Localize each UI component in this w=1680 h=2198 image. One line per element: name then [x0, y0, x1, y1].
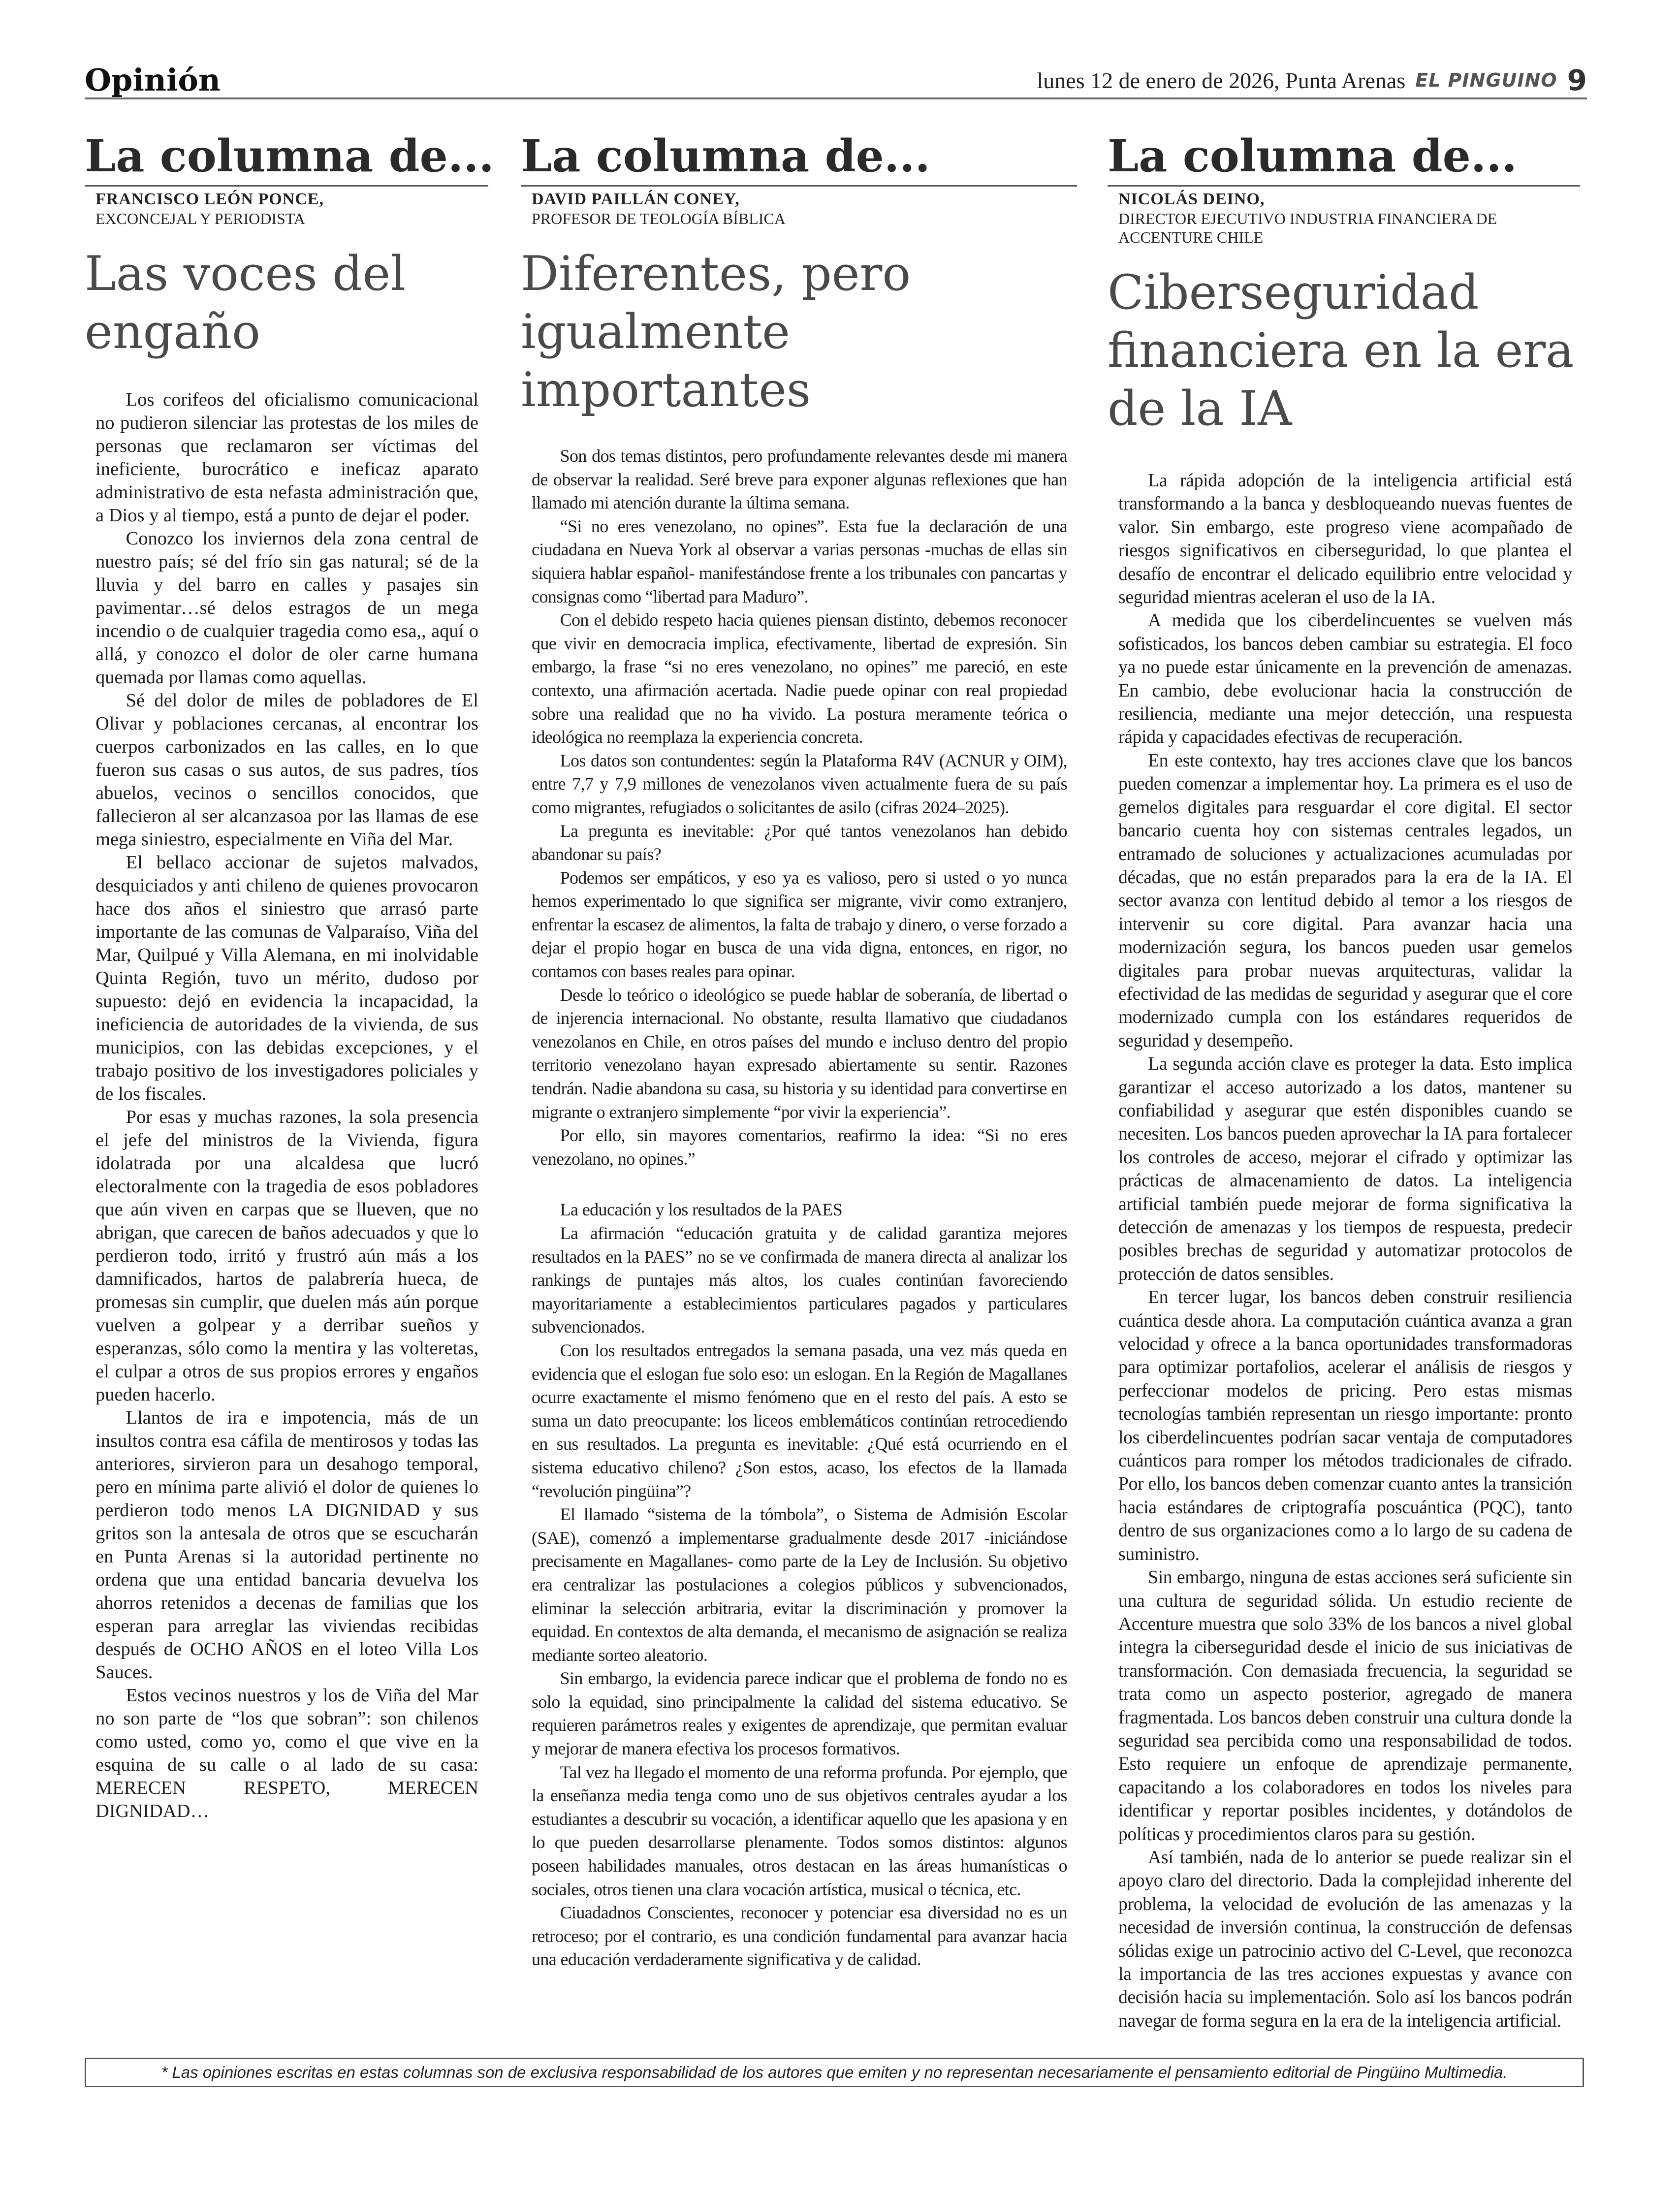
column-2: [521, 129, 1077, 1972]
paragraph: Con los resultados entregados la semana pasada, una vez más queda en evidencia que el eslogan fue solo eso: un eslogan. En la Región de Magallanes ocurre exactamente el mismo fenómeno que en el resto del país. A esto se suma un dato preocupante: los liceos emblemáticos continúan retrocediendo en sus resultados. La pregunta es inevitable: ¿Qué está ocurriendo en el sistema educativo chileno? ¿Son estos, acaso, los efectos de la llamada “revolución pingüina”?: [532, 1340, 1067, 1501]
paragraph: En este contexto, hay tres acciones clave que los bancos pueden comenzar a implementar hoy. La primera es el uso de gemelos digitales para resguardar el core digital. El sector bancario cuenta hoy con sistemas centrales legados, un entramado de soluciones y actualizaciones acumuladas por décadas, que no están preparados para la era de la IA. El sector avanza con lentitud debido al temor a los riesgos de intervenir su core digital. Para avanzar hacia una modernización segura, los bancos pueden usar gemelos digitales para probar nuevas arquitecturas, validar la efectividad de las medidas de seguridad y asegurar que el core modernizado cumpla con los estándares requeridos de seguridad y desempeño.: [1118, 750, 1572, 1051]
paragraph: Por ello, sin mayores comentarios, reafirmo la idea: “Si no eres venezolano, no opines.”: [532, 1125, 1067, 1169]
article-body: [85, 388, 488, 1823]
paragraph: Así también, nada de lo anterior se puede realizar sin el apoyo claro del directorio. Dada la complejidad inherente del problema, la velocidad de evolución de las amenazas y la necesidad de inversión continua, la construcción de defensas sólidas exige un patrocinio activo del C-Level, que reconozca la importancia de las tres acciones expuestas y avance con decisión hacia su implementación. Solo así los bancos podrán navegar de forma segura en la era de la inteligencia artificial.: [1118, 1847, 1572, 2031]
paragraph: El bellaco accionar de sujetos malvados, desquiciados y anti chileno de quienes provocaron hace dos años el siniestro que arrasó parte importante de las comunas de Valparaíso, Viña del Mar, Quilpué y Villa Alemana, en mi inolvidable Quinta Región, tuvo un mérito, dudoso por supuesto: dejó en evidencia la incapacidad, la ineficiencia de autoridades de la vivienda, de sus municipios, con las debidas excepciones, y el trabajo positivo de los investigadores policiales y de los fiscales.: [95, 852, 478, 1104]
paragraph: La segunda acción clave es proteger la data. Esto implica garantizar el acceso autorizado a los datos, mantener su confiabilidad y asegurar que estén disponibles cuando se necesiten. Los bancos pueden aprovechar la IA para fortalecer los controles de acceso, mejorar el cifrado y optimizar las prácticas de almacenamiento de datos. La inteligencia artificial también puede mejorar de forma significativa la detección de amenazas y los tiempos de respuesta, predecir posibles brechas de seguridad y automatizar protocolos de protección de datos sensibles.: [1118, 1054, 1572, 1284]
paragraph: Por esas y muchas razones, la sola presencia el jefe del ministros de la Vivienda, figura idolatrada por una alcaldesa que lucró electoralmente con la tragedia de esos pobladores que aún viven en carpas que se llueven, que no abrigan, que carecen de baños adecuados y que lo perdieron todo, irritó y frustró aún más a los damnificados, hartos de palabrería hueca, de promesas sin cumplir, que duelen más aún porque vuelven a golpear y a derribar sueños y esperanzas, sólo como la mentira y las volteretas, el culpar a otros de sus propios errores y engaños pueden hacerlo.: [95, 1107, 478, 1405]
section-name: Opinión: [85, 62, 221, 98]
headline: Ciberseguridad financiera en la era de la IA: [1108, 265, 1574, 436]
page-header: [85, 63, 1587, 99]
column-1: [85, 129, 494, 1823]
paragraph: La afirmación “educación gratuita y de calidad garantiza mejores resultados en la PAES” no se ve confirmada de manera directa al analizar los rankings de puntajes más altos, los cuales continúan favoreciendo mayoritariamente a establecimientos particulares pagados y particulares subvencionados.: [532, 1223, 1067, 1337]
paragraph: Con el debido respeto hacia quienes piensan distinto, debemos reconocer que vivir en democracia implica, efectivamente, libertad de expresión. Sin embargo, la frase “si no eres venezolano, no opines” me pareció, en este contexto, una afirmación acertada. Nadie puede opinar con real propiedad sobre una realidad que no ha vivido. La postura meramente teórica o ideológica no reemplaza la experiencia concreta.: [532, 610, 1067, 747]
author-name: DAVID PAILLÁN CONEY,: [532, 190, 740, 208]
section-subhead: La educación y los resultados de la PAES: [560, 1200, 843, 1220]
date-line: lunes 12 de enero de 2026, Punta Arenas: [1037, 67, 1406, 93]
paragraph: En tercer lugar, los bancos deben construir resiliencia cuántica desde ahora. La computación cuántica avanza a gran velocidad y ofrece a la banca oportunidades transformadoras para optimizar portafolios, acelerar el análisis de riesgos y perfeccionar modelos de pricing. Pero estas mismas tecnologías también representan un riesgo importante: pronto los ciberdelincuentes podrían sacar ventaja de computadores cuánticos para romper los métodos tradicionales de cifrado. Por ello, los bancos deben comenzar cuanto antes la transición hacia estándares de criptografía poscuántica (PQC), tanto dentro de sus organizaciones como a lo largo de su cadena de suministro.: [1118, 1287, 1572, 1564]
page-number: 9: [1567, 64, 1587, 97]
author-role: EXCONCEJAL Y PERIODISTA: [95, 210, 305, 227]
header-right: [1037, 63, 1587, 97]
author-block: [521, 190, 1077, 228]
headline: Diferentes, pero igualmente importantes: [521, 246, 911, 417]
paragraph: Sin embargo, la evidencia parece indicar que el problema de fondo no es solo la equidad, sino principalmente la calidad del sistema educativo. Se requieren parámetros reales y exigentes de aprendizaje, que permitan evaluar y mejorar de manera efectiva los procesos formativos.: [532, 1668, 1067, 1759]
paragraph: La pregunta es inevitable: ¿Por qué tantos venezolanos han debido abandonar su país?: [532, 821, 1067, 864]
paragraph: Los datos son contundentes: según la Plataforma R4V (ACNUR y OIM), entre 7,7 y 7,9 millones de venezolanos viven actualmente fuera de su país como migrantes, refugiados o solicitantes de asilo (cifras 2024–2025).: [532, 750, 1067, 817]
paragraph: “Si no eres venezolano, no opines”. Esta fue la declaración de una ciudadana en Nueva York al observar a varias personas -muchas de ellas sin siquiera hablar español- manifestándose frente a los tribunales con pancartas y consignas como “libertad para Maduro”.: [532, 516, 1067, 606]
paragraph: La rápida adopción de la inteligencia artificial está transformando a la banca y desbloqueando nuevas fuentes de valor. Sin embargo, este progreso viene acompañado de riesgos significativos en ciberseguridad, lo que plantea el desafío de encontrar el delicado equilibrio entre velocidad y seguridad mientras aceleran el uso de la IA.: [1118, 471, 1572, 608]
author-role: DIRECTOR EJECUTIVO INDUSTRIA FINANCIERA DE ACCENTURE CHILE: [1118, 210, 1497, 246]
article-body: [1108, 469, 1580, 2033]
author-block: [1108, 190, 1580, 247]
paragraph: Estos vecinos nuestros y los de Viña del Mar no son parte de “los que sobran”: son chilenos como usted, como yo, como el que vive en la esquina de su calle o al lado de su casa: MERECEN RESPETO, MERECEN DIGNIDAD…: [95, 1685, 478, 1821]
paragraph: Son dos temas distintos, pero profundamente relevantes desde mi manera de observar la realidad. Seré breve para exponer algunas reflexiones que han llamado mi atención durante la última semana.: [532, 446, 1067, 513]
column-label: La columna de...: [1108, 129, 1580, 187]
column-label: La columna de...: [521, 129, 1077, 187]
paragraph: Sé del dolor de miles de pobladores de El Olivar y poblaciones cercanas, al encontrar los cuerpos carbonizados en las calles, en lo que fueron sus casas o sus autos, de sus padres, tíos abuelos, vecinos o sencillos conocidos, que fallecieron al ser alcanzasoa por las llamas de ese mega siniestro, especialmente en Viña del Mar.: [95, 690, 478, 850]
masthead-logo: EL PINGUINO: [1415, 69, 1557, 91]
disclaimer: * Las opiniones escritas en estas columnas son de exclusiva responsabilidad de los autores que emiten y no representan necesariamente el pensamiento editorial de Pingüino Multimedia.: [85, 2058, 1584, 2087]
column-3: [1108, 129, 1580, 2033]
paragraph: Sin embargo, ninguna de estas acciones será suficiente sin una cultura de seguridad sólida. Un estudio reciente de Accenture muestra que solo 33% de los bancos a nivel global integra la ciberseguridad desde el inicio de sus iniciativas de transformación. Con demasiada frecuencia, la seguridad se trata como un aspecto posterior, agregado de manera fragmentada. Los bancos deben construir una cultura donde la seguridad sea percibida como una responsabilidad de todos. Esto requiere un enfoque de aprendizaje permanente, capacitando a los colaboradores en todos los niveles para identificar y reportar posibles incidentes, y dotándolos de políticas y procedimientos claros para su gestión.: [1118, 1567, 1572, 1845]
headline: Las voces del engaño: [85, 246, 406, 359]
paragraph: Podemos ser empáticos, y eso ya es valioso, pero si usted o yo nunca hemos experimentado lo que significa ser migrante, vivir como extranjero, enfrentar la escasez de alimentos, la falta de trabajo y dinero, o verse forzado a dejar el propio hogar en busca de una vida digna, entonces, en rigor, no contamos con bases reales para opinar.: [532, 867, 1067, 982]
article-body: [521, 445, 1077, 1972]
column-label: La columna de...: [85, 129, 488, 187]
author-role: PROFESOR DE TEOLOGÍA BÍBLICA: [532, 210, 786, 227]
paragraph: Ciuadadnos Conscientes, reconocer y potenciar esa diversidad no es un retroceso; por el contrario, es una condición fundamental para avanzar hacia una educación verdaderamente significativa y de calidad.: [532, 1903, 1067, 1970]
paragraph: Conozco los inviernos dela zona central de nuestro país; sé del frío sin gas natural; sé de la lluvia y del barro en calles y pasajes sin pavimentar…sé delos estragos de un mega incendio o de cualquier tragedia como esa,, aquí o allá, y conozco el dolor de oler carne humana quemada por llamas como aquellas.: [95, 528, 478, 688]
paragraph: Tal vez ha llegado el momento de una reforma profunda. Por ejemplo, que la enseñanza media tenga como uno de sus objetivos centrales ayudar a los estudiantes a descubrir su vocación, a identificar aquello que les apasiona y en lo que pueden desarrollarse plenamente. Todos somos distintos: algunos poseen habilidades manuales, otros destacan en las áreas humanísticas o sociales, otros tienen una clara vocación artística, musical o técnica, etc.: [532, 1762, 1067, 1899]
author-block: [85, 190, 488, 228]
paragraph: Llantos de ira e impotencia, más de un insultos contra esa cáfila de mentirosos y todas las anteriores, sirvieron para un desahogo temporal, pero en mínima parte alivió el dolor de quienes lo perdieron todo menos LA DIGNIDAD y sus gritos son la antesala de otros que se escucharán en Punta Arenas si la autoridad pertinente no ordena que una entidad bancaria devuelva los ahorros retenidos a decenas de familias que los esperan para arreglar las viviendas recibidas después de OCHO AÑOS en el loteo Villa Los Sauces.: [95, 1407, 478, 1683]
paragraph: Desde lo teórico o ideológico se puede hablar de soberanía, de libertad o de injerencia internacional. No obstante, resulta llamativo que ciudadanos venezolanos en Chile, en otros países del mundo e incluso dentro del propio territorio venezolano hayan expresado abiertamente su sentir. Razones tendrán. Nadie abandona su casa, su historia y su identidad para convertirse en migrante o extranjero simplemente “por vivir la experiencia”.: [532, 985, 1067, 1122]
paragraph: El llamado “sistema de la tómbola”, o Sistema de Admisión Escolar (SAE), comenzó a implementarse gradualmente desde 2017 -iniciándose precisamente en Magallanes- como parte de la Ley de Inclusión. Su objetivo era centralizar las postulaciones a colegios públicos y subvencionados, eliminar la selección arbitraria, evitar la discriminación y promover la equidad. En contextos de alta demanda, el mecanismo de asignación se realiza mediante sorteo aleatorio.: [532, 1504, 1067, 1665]
paragraph: A medida que los ciberdelincuentes se vuelven más sofisticados, los bancos deben cambiar su estrategia. El foco ya no puede estar únicamente en la prevención de amenazas. En cambio, debe evolucionar hacia la construcción de resiliencia, mediante una mejor detección, una respuesta rápida y capacidades efectivas de recuperación.: [1118, 610, 1572, 748]
author-name: NICOLÁS DEINO,: [1118, 190, 1265, 208]
author-name: FRANCISCO LEÓN PONCE,: [95, 190, 324, 208]
paragraph: Los corifeos del oficialismo comunicacional no pudieron silenciar las protestas de los miles de personas que reclamaron ser víctimas del ineficiente, burocrático e ineficaz aparato administrativo de esta nefasta administración que, a Dios y al tiempo, está a punto de dejar el poder.: [95, 389, 478, 526]
